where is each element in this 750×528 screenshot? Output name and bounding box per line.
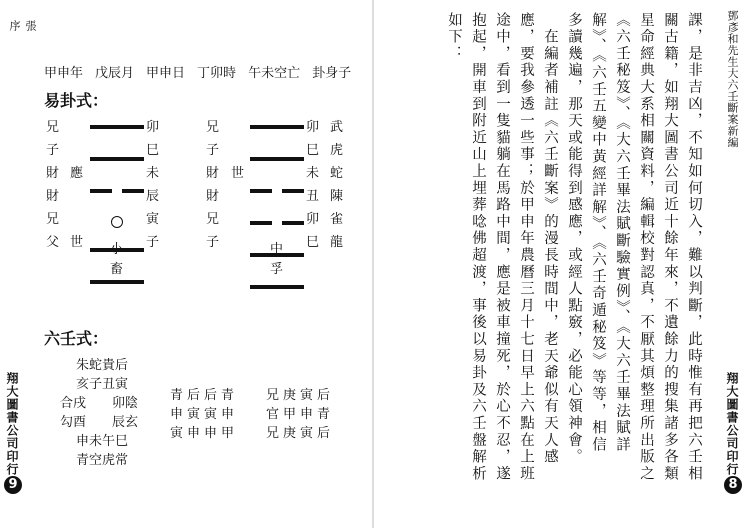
mark <box>231 116 244 139</box>
mark <box>231 139 244 162</box>
branch: 卯 <box>306 212 320 227</box>
relative: 財 <box>206 166 220 181</box>
date-hour: 丁卯時 <box>197 66 237 81</box>
mark <box>70 139 83 162</box>
relative: 兄 <box>206 120 220 135</box>
branch: 寅 <box>146 212 160 227</box>
text-column: 抱起，開車到附近山上埋葬唸佛超渡，事後以易卦及六壬盤解析 <box>470 12 486 483</box>
text-column: 課，是非吉凶，不知如何切入，難以判斷，此時惟有再把六壬相 <box>686 12 702 483</box>
yang-line <box>250 285 304 289</box>
text-column: 多讀幾遍，那天或能得到感應，或經人點竅，必能心領神會。 <box>566 12 582 466</box>
date-day: 甲申日 <box>146 66 186 81</box>
right-page-number: 8 <box>724 476 742 494</box>
date-row <box>44 62 351 81</box>
mark <box>231 185 244 208</box>
hex2-name <box>270 240 283 280</box>
mark <box>70 185 83 208</box>
branch: 巳 <box>146 143 160 158</box>
spirit: 龍 <box>330 235 344 250</box>
margin-char: 張 <box>24 20 37 33</box>
right-publisher: 翔大圖書公司印行 <box>725 372 739 476</box>
relative: 子 <box>206 235 220 250</box>
branch: 丑 <box>306 189 320 204</box>
mark: 世 <box>70 235 84 250</box>
branch: 未 <box>146 166 160 181</box>
plate-row: 朱蛇貴后 <box>76 358 129 373</box>
hex-name-char: 孚 <box>270 262 284 277</box>
three-transmissions <box>266 384 334 441</box>
hex2-marks <box>231 116 244 254</box>
relative: 子 <box>46 143 60 158</box>
spirit: 武 <box>330 120 344 135</box>
yang-line <box>90 125 144 129</box>
mark <box>70 116 83 139</box>
branch: 子 <box>146 235 160 250</box>
yin-line <box>250 189 304 193</box>
lesson-row: 寅申申甲 <box>170 426 239 441</box>
hex1-branches <box>146 116 159 254</box>
mark <box>70 208 83 231</box>
liuren-heading: 六壬式： <box>44 329 109 348</box>
spirit: 雀 <box>330 212 344 227</box>
relative: 財 <box>46 166 60 181</box>
yang-line <box>90 280 144 284</box>
plate-row: 申未午巳 <box>76 434 129 449</box>
hex1-marks <box>70 116 83 254</box>
page-fold <box>372 0 374 528</box>
margin-char: 序 <box>8 20 21 33</box>
mark <box>231 231 244 254</box>
date-body: 卦身子 <box>312 66 352 81</box>
relative: 子 <box>206 143 220 158</box>
relative: 兄 <box>46 212 60 227</box>
yin-line <box>90 189 144 193</box>
yin-line <box>250 221 304 225</box>
body-text <box>442 12 706 508</box>
transmission-row: 兄庚寅后 <box>266 388 335 403</box>
liuren-plate <box>60 354 138 468</box>
margin-chapter-label <box>6 20 38 33</box>
relative: 財 <box>46 189 60 204</box>
text-column: 途中，看到一隻貓躺在馬路中間，應是被車撞死，於心不忍，遂 <box>494 12 510 483</box>
relative: 父 <box>46 235 60 250</box>
hex1-relatives <box>46 116 59 254</box>
plate-row: 勾酉 辰玄 <box>60 415 139 430</box>
hex2-spirits <box>330 116 343 254</box>
four-lessons <box>170 384 238 441</box>
text-column: 在編者補註《六壬斷案》的漫長時間中，老天爺似有天人感 <box>542 12 558 466</box>
text-column: 《六壬秘笈》、《大六壬畢法賦斷驗實例》、《大六壬畢法賦詳 <box>614 12 630 454</box>
hex1-name <box>110 240 123 280</box>
branch: 卯 <box>306 120 320 135</box>
running-title: 鄧彥和先生大六壬斷案新編 <box>726 10 739 148</box>
text-column: 關古籍，如翔大圖書公司近十餘年來，不遺餘力的搜集諸多各類 <box>662 12 678 483</box>
plate-row: 青空虎常 <box>76 453 129 468</box>
text-column: 應，要我參透一些事；於甲申年農曆三月十七日早上六點在上班 <box>518 12 534 483</box>
date-void: 午未空亡 <box>248 66 301 81</box>
relative: 財 <box>206 189 220 204</box>
spirit: 虎 <box>330 143 344 158</box>
hex-name-char: 中 <box>270 242 284 257</box>
branch: 卯 <box>146 120 160 135</box>
text-column: 解》、《六壬五變中黃經詳解》、《六壬奇遁秘笈》等等，相信 <box>590 12 606 454</box>
relative: 兄 <box>206 212 220 227</box>
lesson-row: 申寅寅申 <box>170 407 239 422</box>
transmission-row: 兄庚寅后 <box>266 426 335 441</box>
date-month: 戊辰月 <box>95 66 135 81</box>
mark: 世 <box>231 166 245 181</box>
branch: 未 <box>306 166 320 181</box>
mark <box>231 208 244 231</box>
hexagram-heading: 易卦式： <box>44 91 109 110</box>
mark: 應 <box>70 166 84 181</box>
hex2-branches <box>306 116 319 254</box>
yang-line <box>250 157 304 161</box>
yang-line <box>90 157 144 161</box>
branch: 巳 <box>306 235 320 250</box>
lesson-row: 青后后青 <box>170 388 239 403</box>
hex-name-char: 小 <box>110 242 124 257</box>
moving-line-circle <box>111 216 123 228</box>
text-column: 如下： <box>446 12 462 63</box>
plate-row: 合戌 卯陰 <box>60 396 139 411</box>
text-column: 星命經典大系相關資料，編輯校對認真，不厭其煩整理所出版之 <box>638 12 654 483</box>
yang-line <box>250 125 304 129</box>
spirit: 蛇 <box>330 166 344 181</box>
left-page-number: 9 <box>4 476 22 494</box>
transmission-row: 官甲申青 <box>266 407 335 422</box>
hex-name-char: 畜 <box>110 262 124 277</box>
left-publisher: 翔大圖書公司印行 <box>5 372 19 476</box>
branch: 巳 <box>306 143 320 158</box>
relative: 兄 <box>46 120 60 135</box>
plate-row: 亥子丑寅 <box>76 377 129 392</box>
hex2-relatives <box>206 116 219 254</box>
date-year: 甲申年 <box>44 66 84 81</box>
spirit: 陳 <box>330 189 344 204</box>
branch: 辰 <box>146 189 160 204</box>
